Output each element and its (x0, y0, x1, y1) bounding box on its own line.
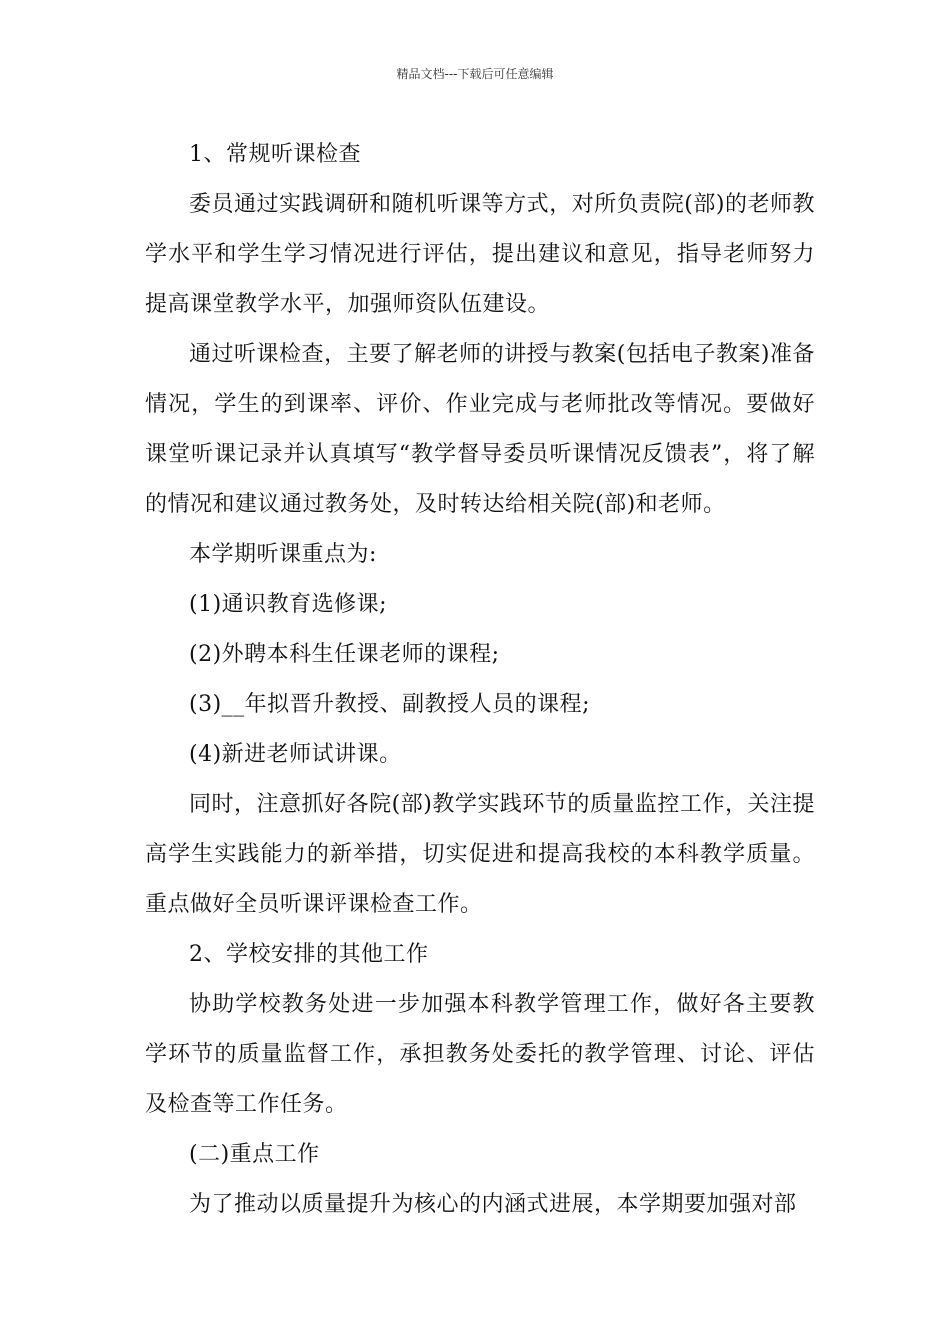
body-paragraph: 通过听课检查，主要了解老师的讲授与教案(包括电子教案)准备情况，学生的到课率、评价、作业完成与老师批改等情况。要做好课堂听课记录并认真填写“教学督导委员听课情况反馈表”，将了解的情况和建议通过教务处，及时转达给相关院(部)和老师。 (145, 342, 815, 517)
list-item: (3)__年拟晋升教授、副教授人员的课程; (189, 692, 591, 717)
body-paragraph: 同时，注意抓好各院(部)教学实践环节的质量监控工作，关注提高学生实践能力的新举措，切实促进和提高我校的本科教学质量。重点做好全员听课评课检查工作。 (145, 792, 815, 917)
page-header: 精品文档---下载后可任意编辑 (396, 67, 554, 81)
list-item: (1)通识教育选修课; (189, 592, 388, 617)
body-paragraph: 为了推动以质量提升为核心的内涵式进展，本学期要加强对部 (189, 1192, 797, 1217)
body-paragraph: 委员通过实践调研和随机听课等方式，对所负责院(部)的老师教学水平和学生学习情况进行评估，提出建议和意见，指导老师努力提高课堂教学水平，加强师资队伍建设。 (145, 192, 815, 317)
section-heading-other-work: 2、学校安排的其他工作 (189, 942, 429, 967)
list-item: (2)外聘本科生任课老师的课程; (189, 642, 500, 667)
document-body (145, 130, 815, 1230)
body-paragraph: 协助学校教务处进一步加强本科教学管理工作，做好各主要教学环节的质量监督工作，承担教务处委托的教学管理、讨论、评估及检查等工作任务。 (145, 992, 815, 1117)
list-item: (4)新进老师试讲课。 (189, 742, 402, 767)
section-heading-routine-inspection: 1、常规听课检查 (189, 142, 361, 167)
body-paragraph: 本学期听课重点为: (189, 542, 377, 567)
section-heading-key-work: (二)重点工作 (189, 1142, 320, 1167)
